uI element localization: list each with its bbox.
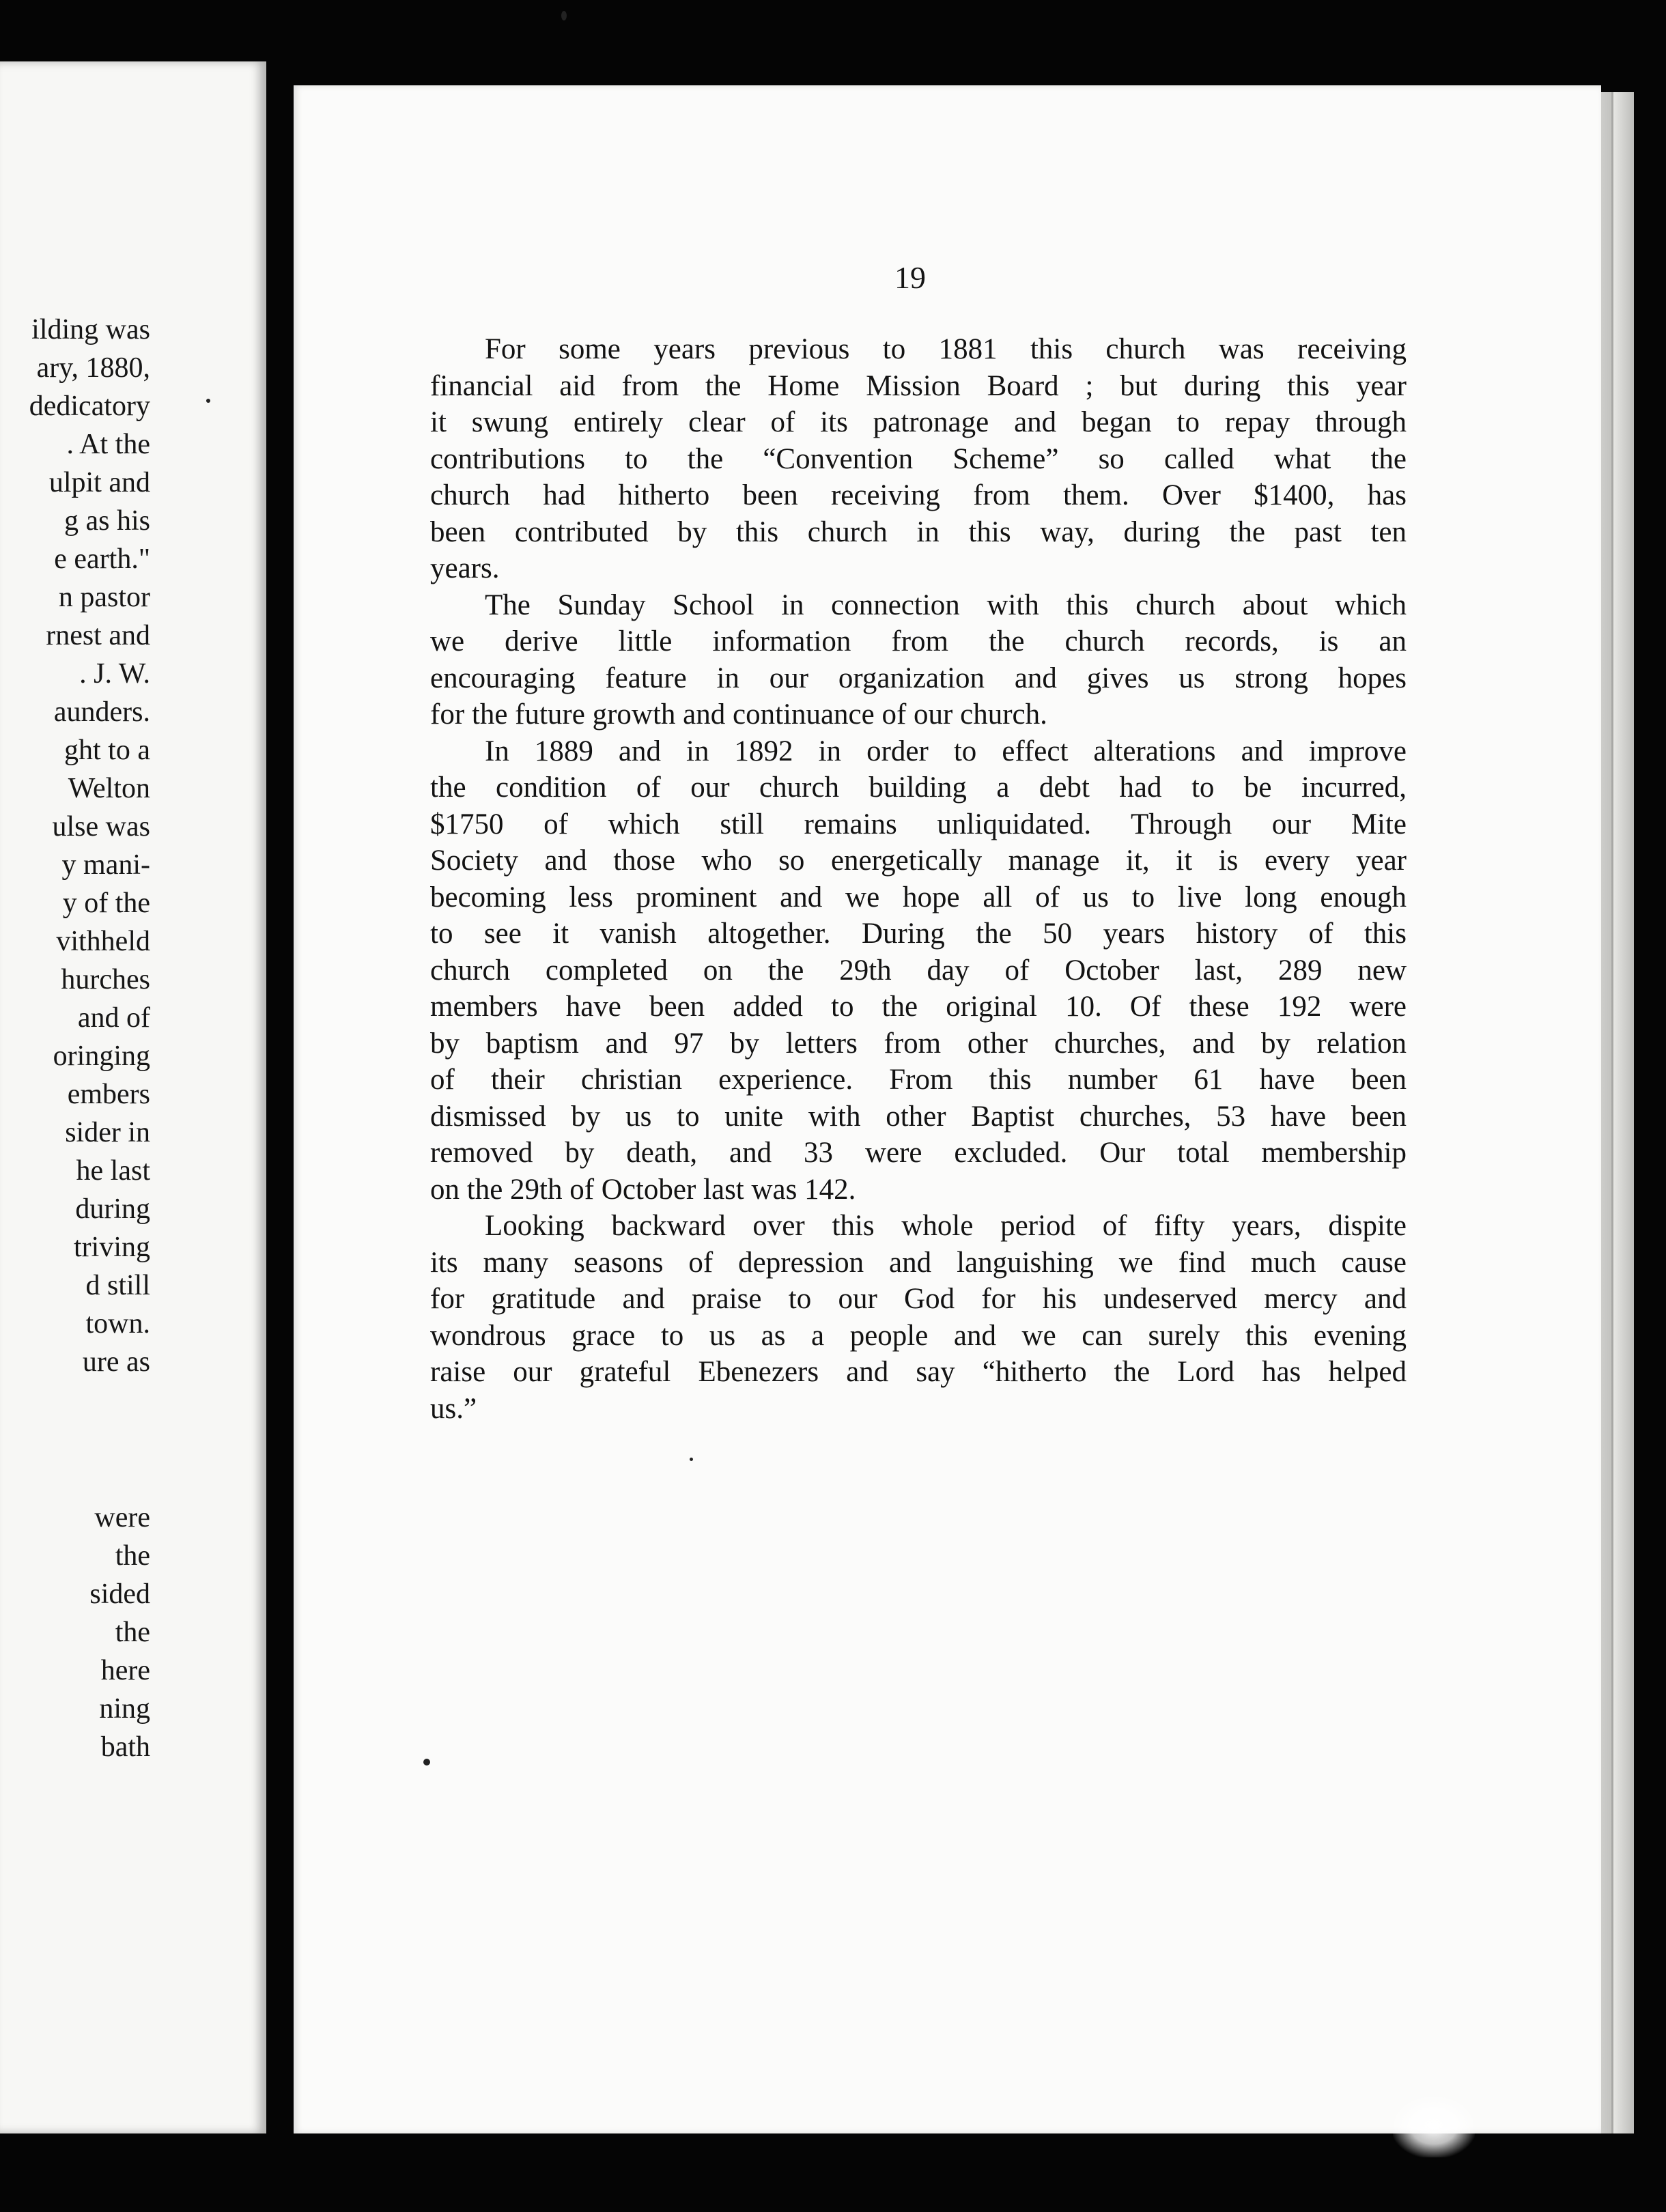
paragraph [430,587,1407,733]
left-line: sider in [65,1117,150,1148]
left-page-text-column [0,311,150,1381]
text-line: The Sunday School in connection with this church about which [485,589,1407,621]
left-line: were [94,1502,150,1533]
left-line: ilding was [31,314,150,345]
text-line: removed by death, and 33 were excluded. Our total membership [430,1137,1407,1169]
left-line: ulpit and [48,467,150,498]
text-line: the condition of our church building a debt had to be incurred, [430,771,1407,804]
left-line: ning [99,1693,150,1725]
left-line: oringing [53,1040,150,1072]
text-line: dismissed by us to unite with other Baptist churches, 53 have been [430,1100,1407,1133]
left-line: y of the [62,888,150,919]
left-line: ght to a [64,735,150,766]
text-line: been contributed by this church in this way, during the past ten [430,515,1407,548]
text-line: contributions to the “Convention Scheme” so called what the [430,442,1407,475]
scan-speck [690,1458,693,1461]
scan-speck [561,11,567,20]
text-line: $1750 of which still remains unliquidated. Through our Mite [430,808,1407,840]
left-line: dedicatory [29,391,150,422]
scan-speck [206,399,210,403]
left-line: . At the [66,429,150,460]
left-line: n pastor [58,582,150,613]
text-line: of their christian experience. From this number 61 have been [430,1064,1407,1096]
text-line: For some years previous to 1881 this church was receiving [485,333,1407,365]
text-line: becoming less prominent and we hope all of us to live long enough [430,881,1407,913]
text-line: we derive little information from the church records, is an [430,625,1407,657]
text-line: wondrous grace to us as a people and we can surely this evening [430,1319,1407,1352]
page-body-text [430,331,1407,1427]
text-line: church completed on the 29th day of October last, 289 new [430,954,1407,987]
text-line: church had hitherto been receiving from them. Over $1400, has [430,479,1407,511]
scan-glare [1393,2096,1475,2157]
text-line: members have been added to the original 10. Of these 192 were [430,991,1407,1023]
left-line: sided [89,1578,150,1610]
text-line: to see it vanish altogether. During the 50 years history of this [430,918,1407,950]
left-line: ure as [82,1346,150,1378]
left-page-lower-text-column [0,1499,150,1766]
left-page-fragment [0,61,266,2133]
left-line: g as his [64,505,150,537]
left-line: embers [67,1079,150,1110]
text-line: it swung entirely clear of its patronage and began to repay through [430,406,1407,438]
text-line: encouraging feature in our organization and gives us strong hopes [430,662,1407,694]
left-line: and of [77,1002,150,1034]
left-line: hurches [61,964,150,995]
left-line: ulse was [52,811,150,842]
left-line: e earth." [54,543,150,575]
text-line: for gratitude and praise to our God for his undeserved mercy and [430,1283,1407,1315]
left-line: the [115,1540,150,1572]
text-line: years. [430,552,500,584]
left-line: y mani- [61,849,150,881]
left-line: bath [100,1731,150,1763]
text-line: Society and those who so energetically manage it, it is every year [430,845,1407,877]
text-line: by baptism and 97 by letters from other churches, and by relation [430,1027,1407,1060]
page-number: 19 [894,260,926,295]
text-line: us.” [430,1392,477,1425]
left-line: the [115,1617,150,1648]
left-line: Welton [68,773,150,804]
left-line: ary, 1880, [36,352,150,384]
page-edge-stack [1611,92,1634,2133]
left-line: rnest and [46,620,150,651]
text-line: on the 29th of October last was 142. [430,1173,856,1206]
paragraph [430,1208,1407,1427]
text-line: financial aid from the Home Mission Board ; but during this year [430,369,1407,402]
left-line: here [100,1655,150,1686]
left-line: town. [85,1308,150,1339]
paragraph [430,331,1407,587]
left-line: d still [85,1270,150,1301]
text-line: for the future growth and continuance of our church. [430,698,1047,731]
paragraph [430,733,1407,1208]
text-line: In 1889 and in 1892 in order to effect alterations and improve [485,735,1407,767]
left-line: aunders. [53,696,150,728]
scan-speck [423,1759,430,1766]
text-line: raise our grateful Ebenezers and say “hitherto the Lord has helped [430,1356,1407,1388]
left-line: triving [74,1232,150,1263]
left-line: vithheld [56,926,150,957]
text-line: its many seasons of depression and languishing we find much cause [430,1246,1407,1279]
text-line: Looking backward over this whole period of fifty years, dispite [485,1210,1407,1242]
left-line: . J. W. [79,658,150,690]
left-line: during [75,1193,150,1225]
left-line: he last [76,1155,150,1187]
